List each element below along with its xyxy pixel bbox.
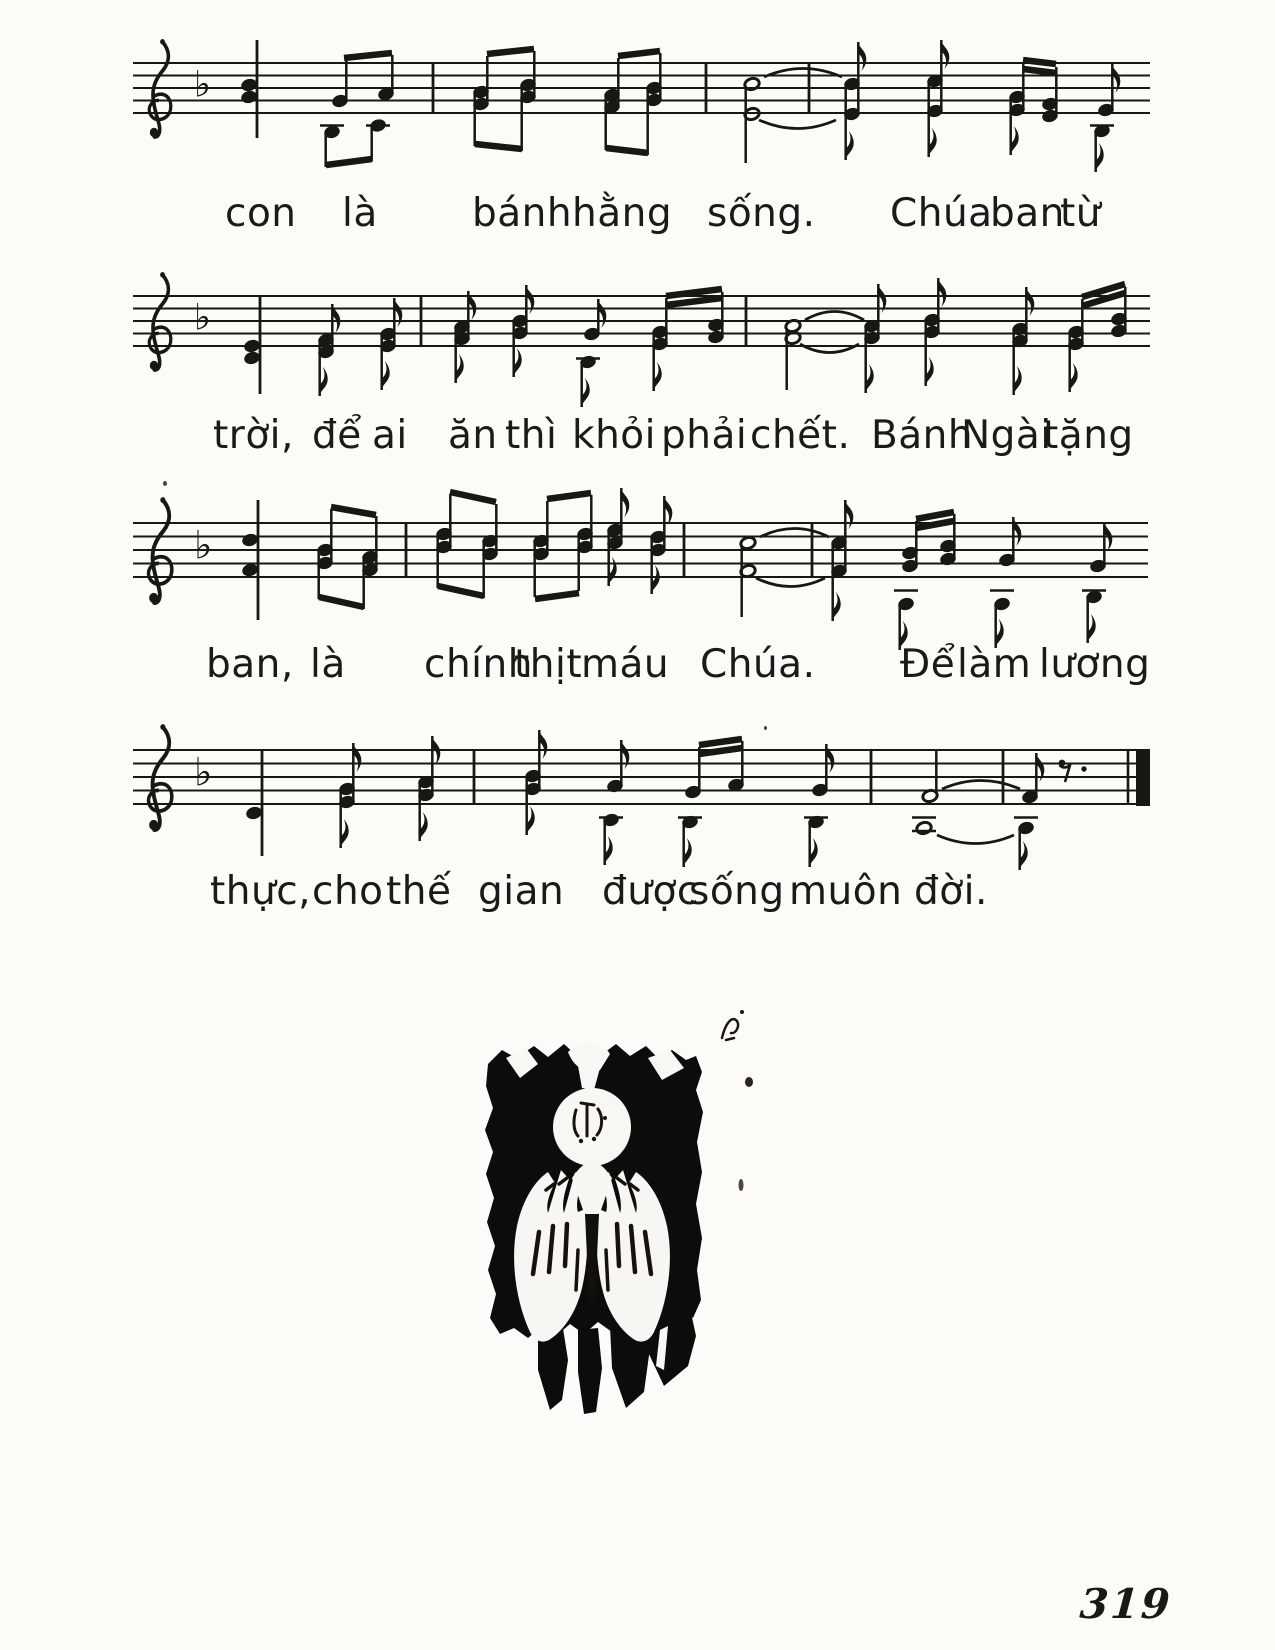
lyric-word: Chúa. (700, 642, 816, 687)
lyric-word: gian (478, 869, 565, 914)
lyric-word: Ngài (961, 413, 1052, 458)
system-2 (133, 272, 1150, 407)
lyric-word: lương (1039, 642, 1151, 687)
lyric-word: hằng (572, 191, 673, 236)
lyric-word: khỏi (572, 413, 656, 458)
lyric-word: là (342, 191, 378, 236)
lyric-word: Bánh (871, 413, 974, 458)
page-number: 319 (1078, 1580, 1174, 1628)
lyric-word: để (312, 413, 362, 458)
lyric-word: ban, (206, 642, 294, 687)
lyric-word: chết. (750, 413, 851, 458)
lyric-word: thì (505, 413, 558, 458)
scan-speck (764, 726, 767, 730)
flat-sign: ♭ (194, 295, 212, 339)
flat-sign: ♭ (194, 750, 213, 796)
lyric-word: được (602, 869, 699, 914)
lyric-word: từ (1060, 191, 1102, 236)
lyric-word: làm (957, 642, 1032, 687)
lyric-word: Để (900, 642, 956, 687)
lyric-word: cho (312, 869, 384, 914)
lyric-word: con (225, 191, 297, 236)
lyric-word: tặng (1043, 413, 1134, 458)
lyric-word: thực, (210, 869, 312, 914)
system-1 (133, 39, 1150, 172)
lyric-word: muôn (789, 869, 903, 914)
host-circle (553, 1088, 631, 1166)
lyric-word: Chúa (890, 191, 993, 236)
illustration-hands-holding-host-icon (450, 1000, 770, 1420)
lyric-word: sống (689, 869, 785, 914)
lyric-word: phải (661, 413, 748, 458)
lyric-word: chính (424, 642, 533, 687)
lyric-word: máu (581, 642, 670, 687)
lyric-word: ban (990, 191, 1065, 236)
flat-sign: ♭ (194, 62, 212, 106)
scan-blot (745, 1077, 753, 1087)
scan-speck (163, 481, 167, 486)
lyric-word: ăn (448, 413, 498, 458)
lyric-word: đời. (914, 869, 988, 914)
lyric-word: sống. (707, 191, 816, 236)
lyric-word: thịt (514, 642, 583, 687)
system-3 (133, 488, 1148, 650)
lyric-word: là (310, 642, 346, 687)
flat-sign: ♭ (194, 523, 213, 569)
lyric-word: ai (372, 413, 408, 458)
lyric-word: bánh (472, 191, 573, 236)
system-4 (133, 724, 1150, 870)
lyric-word: thế (386, 869, 452, 914)
ink-mark (722, 1010, 744, 1040)
lyric-word: trời, (213, 413, 294, 458)
scan-blot (739, 1179, 744, 1191)
